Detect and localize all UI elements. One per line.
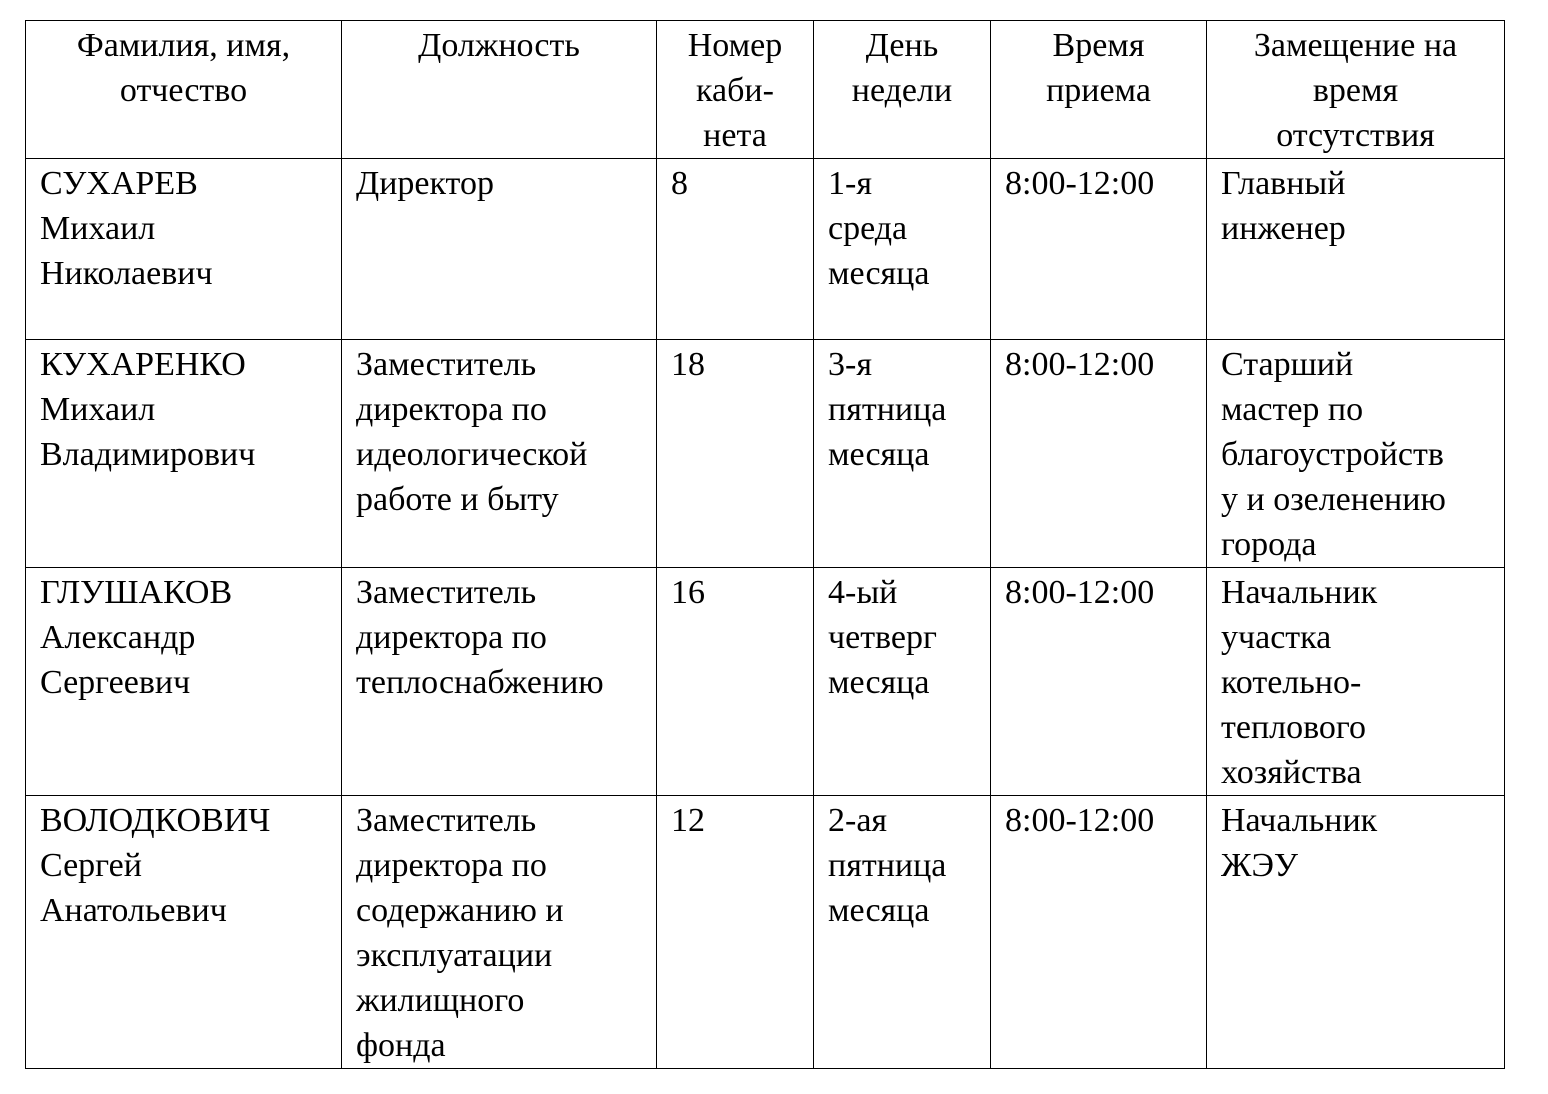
cell-time: 8:00-12:00 bbox=[991, 568, 1207, 796]
table-row bbox=[26, 340, 1505, 568]
cell-position: Заместитель директора по теплоснабжению bbox=[342, 568, 657, 796]
cell-room: 18 bbox=[657, 340, 814, 568]
cell-name: ВОЛОДКОВИЧ Сергей Анатольевич bbox=[26, 796, 342, 1069]
header-room: Номер каби- нета bbox=[657, 21, 814, 159]
header-substitute: Замещение на время отсутствия bbox=[1207, 21, 1505, 159]
cell-substitute: Начальник ЖЭУ bbox=[1207, 796, 1505, 1069]
cell-time: 8:00-12:00 bbox=[991, 340, 1207, 568]
table-row bbox=[26, 796, 1505, 1069]
cell-day: 1-я среда месяца bbox=[814, 159, 991, 340]
header-row bbox=[26, 21, 1505, 159]
header-position: Должность bbox=[342, 21, 657, 159]
cell-position: Заместитель директора по идеологической работе и быту bbox=[342, 340, 657, 568]
table-row bbox=[26, 568, 1505, 796]
header-name: Фамилия, имя, отчество bbox=[26, 21, 342, 159]
cell-name: КУХАРЕНКО Михаил Владимирович bbox=[26, 340, 342, 568]
cell-day: 4-ый четверг месяца bbox=[814, 568, 991, 796]
cell-substitute: Главный инженер bbox=[1207, 159, 1505, 340]
cell-day: 2-ая пятница месяца bbox=[814, 796, 991, 1069]
table-row bbox=[26, 159, 1505, 340]
cell-time: 8:00-12:00 bbox=[991, 159, 1207, 340]
cell-position: Директор bbox=[342, 159, 657, 340]
cell-room: 8 bbox=[657, 159, 814, 340]
cell-day: 3-я пятница месяца bbox=[814, 340, 991, 568]
cell-substitute: Начальник участка котельно- теплового хозяйства bbox=[1207, 568, 1505, 796]
cell-name: СУХАРЕВ Михаил Николаевич bbox=[26, 159, 342, 340]
cell-position: Заместитель директора по содержанию и эксплуатации жилищного фонда bbox=[342, 796, 657, 1069]
cell-name: ГЛУШАКОВ Александр Сергеевич bbox=[26, 568, 342, 796]
cell-room: 16 bbox=[657, 568, 814, 796]
reception-schedule-table bbox=[25, 20, 1505, 1069]
header-time: Время приема bbox=[991, 21, 1207, 159]
header-day: День недели bbox=[814, 21, 991, 159]
cell-time: 8:00-12:00 bbox=[991, 796, 1207, 1069]
cell-substitute: Старший мастер по благоустройств у и озеленению города bbox=[1207, 340, 1505, 568]
cell-room: 12 bbox=[657, 796, 814, 1069]
